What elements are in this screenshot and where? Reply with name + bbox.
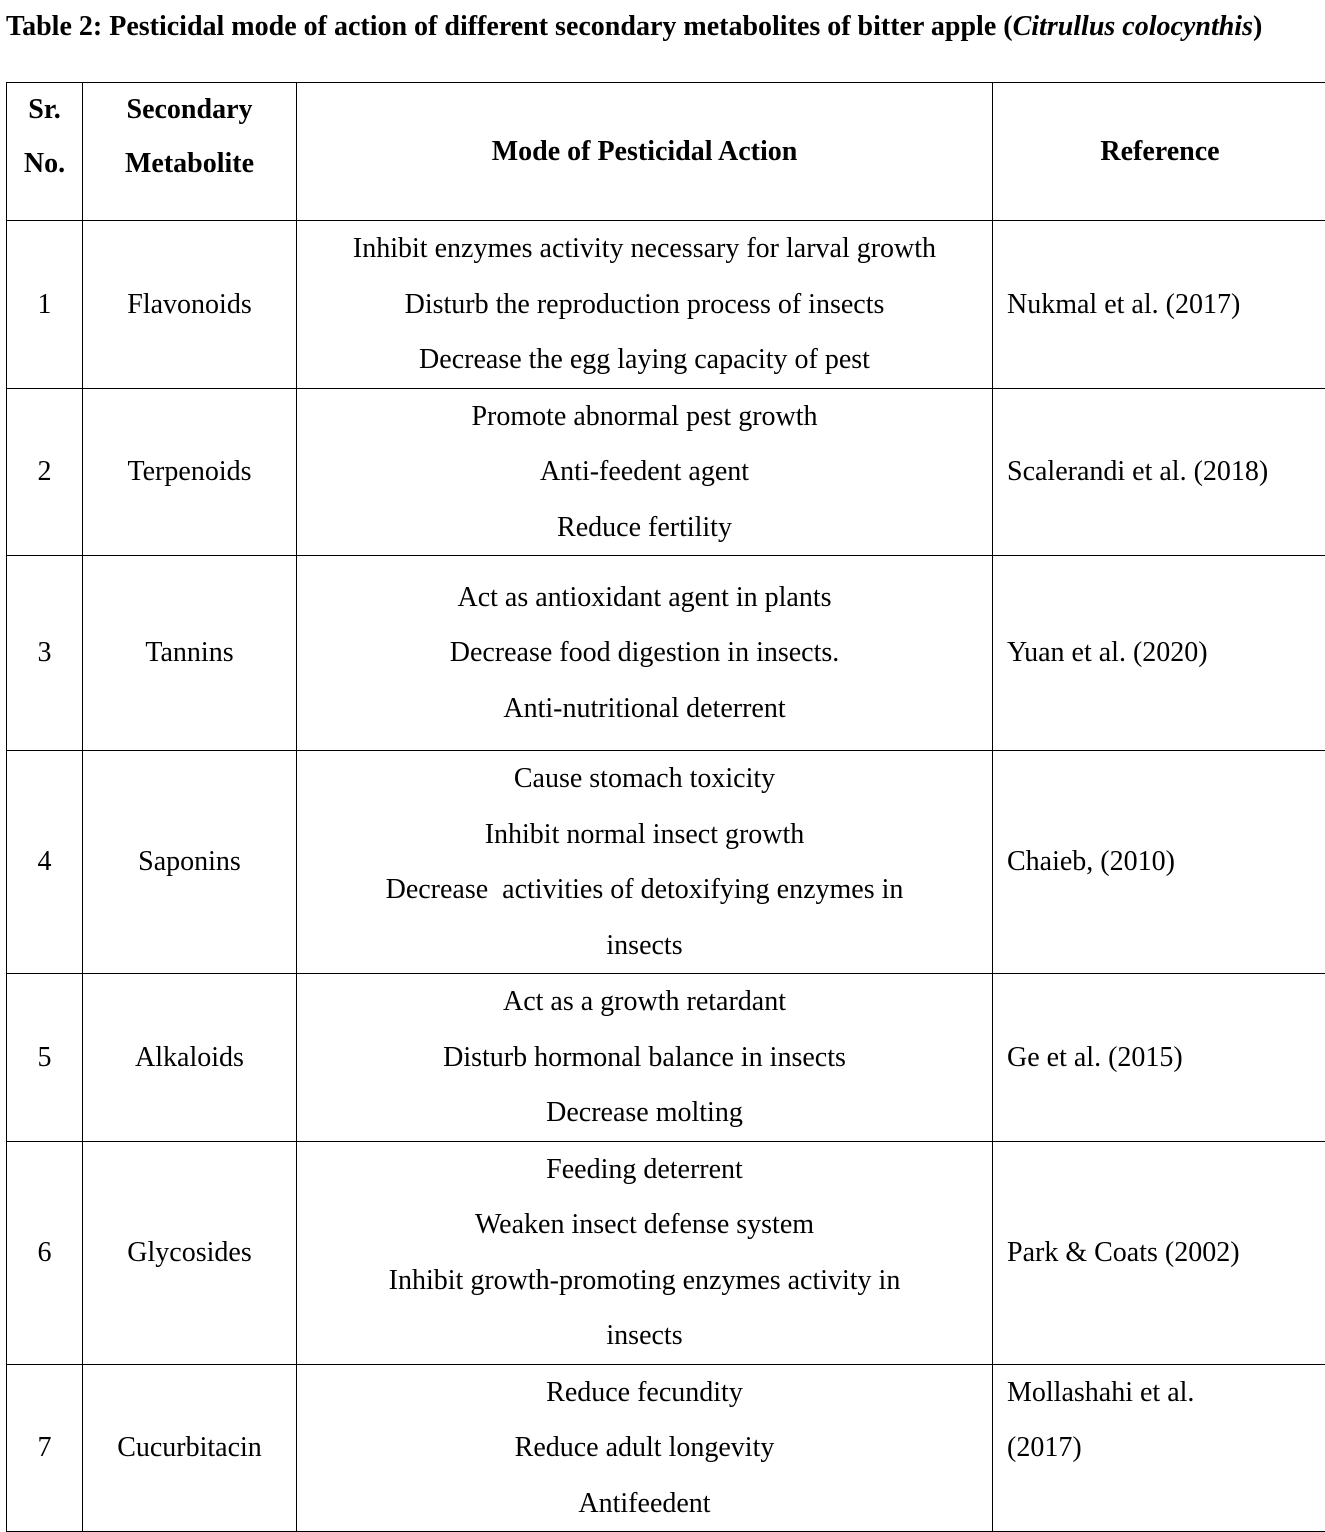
- header-secondary-metabolite: [83, 83, 297, 221]
- action-line: Disturb the reproduction process of insects: [297, 277, 992, 333]
- caption-suffix: ): [1253, 11, 1262, 42]
- action-line: Decrease molting: [297, 1085, 992, 1141]
- action-line: Disturb hormonal balance in insects: [297, 1030, 992, 1086]
- action-line: Reduce fecundity: [297, 1365, 992, 1421]
- header-sr-line2: No.: [7, 137, 82, 191]
- action-line: Anti-nutritional deterrent: [297, 681, 992, 737]
- table-row: [7, 974, 1325, 1142]
- cell-reference: Ge et al. (2015): [993, 974, 1325, 1142]
- action-line: Weaken insect defense system: [297, 1197, 992, 1253]
- action-line: Reduce adult longevity: [297, 1420, 992, 1476]
- header-sr-line1: Sr.: [7, 83, 82, 137]
- action-line: Feeding deterrent: [297, 1142, 992, 1198]
- cell-reference: Yuan et al. (2020): [993, 556, 1325, 751]
- action-line: Inhibit enzymes activity necessary for larval growth: [297, 221, 992, 277]
- table-row: [7, 221, 1325, 389]
- cell-metabolite: Saponins: [83, 751, 297, 974]
- cell-actions: [297, 751, 993, 974]
- cell-reference: Chaieb, (2010): [993, 751, 1325, 974]
- cell-sr: 6: [7, 1141, 83, 1364]
- cell-actions: [297, 1364, 993, 1532]
- table-row: [7, 1141, 1325, 1364]
- cell-sr: 4: [7, 751, 83, 974]
- action-line: Reduce fertility: [297, 500, 992, 556]
- cell-sr: 7: [7, 1364, 83, 1532]
- cell-metabolite: Cucurbitacin: [83, 1364, 297, 1532]
- action-line: Anti-feedent agent: [297, 444, 992, 500]
- cell-metabolite: Terpenoids: [83, 388, 297, 556]
- caption-prefix: Table 2: Pesticidal mode of action of different secondary metabolites of bitter apple (: [6, 11, 1013, 42]
- metabolites-table: [6, 82, 1325, 1532]
- cell-sr: 1: [7, 221, 83, 389]
- action-line: insects: [297, 918, 992, 974]
- header-reference: Reference: [993, 83, 1325, 221]
- table-row: [7, 556, 1325, 751]
- cell-sr: 3: [7, 556, 83, 751]
- action-line: Promote abnormal pest growth: [297, 389, 992, 445]
- cell-reference: Scalerandi et al. (2018): [993, 388, 1325, 556]
- action-line: Inhibit growth-promoting enzymes activity in: [297, 1253, 992, 1309]
- action-line: Act as antioxidant agent in plants: [297, 570, 992, 626]
- action-line: Act as a growth retardant: [297, 974, 992, 1030]
- cell-actions: [297, 1141, 993, 1364]
- table-caption: [6, 8, 1316, 45]
- header-mode-of-action: Mode of Pesticidal Action: [297, 83, 993, 221]
- header-metabolite-line1: Secondary: [83, 83, 296, 137]
- header-sr-no: [7, 83, 83, 221]
- table-row: [7, 388, 1325, 556]
- action-line: insects: [297, 1308, 992, 1364]
- action-line: Antifeedent: [297, 1476, 992, 1532]
- table-row: [7, 751, 1325, 974]
- action-line: Inhibit normal insect growth: [297, 807, 992, 863]
- caption-species: Citrullus colocynthis: [1013, 11, 1253, 42]
- header-metabolite-line2: Metabolite: [83, 137, 296, 191]
- cell-metabolite: Flavonoids: [83, 221, 297, 389]
- table-row: [7, 1364, 1325, 1532]
- action-line: Decrease activities of detoxifying enzymes in: [297, 862, 992, 918]
- action-line: Cause stomach toxicity: [297, 751, 992, 807]
- cell-reference: [993, 1364, 1325, 1532]
- cell-actions: [297, 221, 993, 389]
- cell-sr: 5: [7, 974, 83, 1142]
- cell-reference: Park & Coats (2002): [993, 1141, 1325, 1364]
- cell-metabolite: Glycosides: [83, 1141, 297, 1364]
- cell-actions: [297, 388, 993, 556]
- cell-reference: Nukmal et al. (2017): [993, 221, 1325, 389]
- cell-metabolite: Alkaloids: [83, 974, 297, 1142]
- reference-line: (2017): [1007, 1420, 1325, 1476]
- cell-actions: [297, 974, 993, 1142]
- cell-metabolite: Tannins: [83, 556, 297, 751]
- reference-line: Mollashahi et al.: [1007, 1365, 1325, 1421]
- cell-sr: 2: [7, 388, 83, 556]
- table-header-row: [7, 83, 1325, 221]
- action-line: Decrease food digestion in insects.: [297, 625, 992, 681]
- action-line: Decrease the egg laying capacity of pest: [297, 332, 992, 388]
- cell-actions: [297, 556, 993, 751]
